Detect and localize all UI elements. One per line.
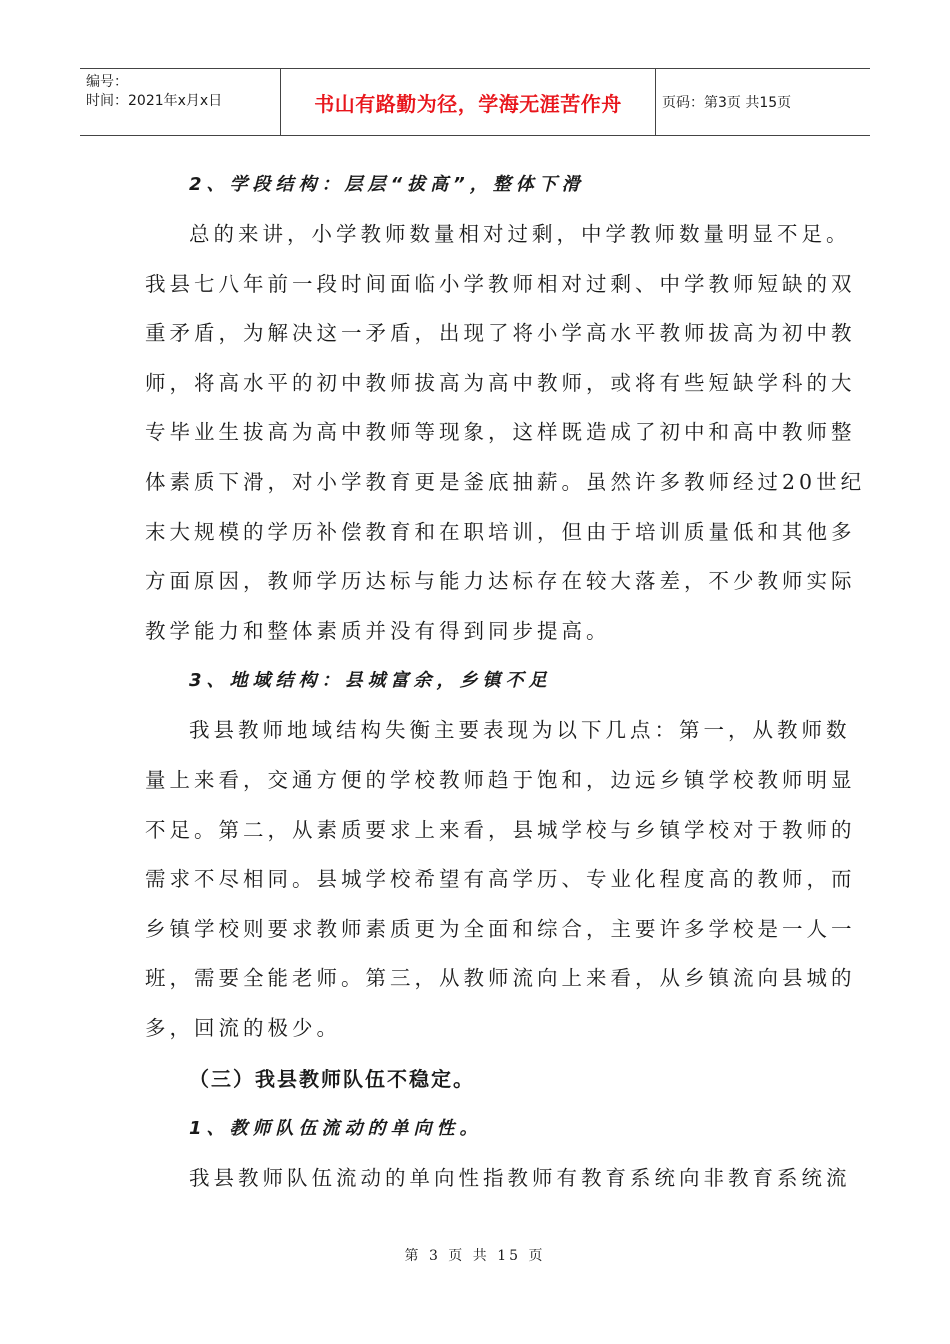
time-label: 时间：2021年x月x日 bbox=[86, 93, 223, 109]
page-footer: 第 3 页 共 15 页 bbox=[404, 1248, 546, 1264]
part-heading-3: （三）我县教师队伍不稳定。 bbox=[189, 1066, 475, 1091]
header-motto: 书山有路勤为径，学海无涯苦作舟 bbox=[281, 69, 656, 135]
paragraph-line: 师，将高水平的初中教师拔高为高中教师，或将有些短缺学科的大 bbox=[145, 370, 856, 395]
paragraph-line: 总的来讲，小学教师数量相对过剩，中学教师数量明显不足。 bbox=[189, 222, 851, 246]
paragraph-line: 末大规模的学历补偿教育和在职培训，但由于培训质量低和其他多 bbox=[145, 519, 856, 544]
document-body bbox=[145, 160, 866, 1203]
paragraph-line: 专毕业生拔高为高中教师等现象，这样既造成了初中和高中教师整 bbox=[145, 420, 856, 445]
paragraph-line: 我县七八年前一段时间面临小学教师相对过剩、中学教师短缺的双 bbox=[145, 271, 856, 296]
paragraph-line: 量上来看，交通方便的学校教师趋于饱和，边远乡镇学校教师明显 bbox=[145, 767, 856, 792]
paragraph-line: 我县教师队伍流动的单向性指教师有教育系统向非教育系统流 bbox=[189, 1165, 851, 1190]
section-heading-3: 3、地域结构：县城富余，乡镇不足 bbox=[189, 670, 552, 692]
paragraph-line: 多，回流的极少。 bbox=[145, 1015, 341, 1040]
section-heading-2: 2、学段结构：层层“拔高”，整体下滑 bbox=[189, 174, 585, 195]
paragraph-line: 重矛盾，为解决这一矛盾，出现了将小学高水平教师拔高为初中教 bbox=[145, 321, 856, 346]
paragraph-line: 不足。第二，从素质要求上来看，县城学校与乡镇学校对于教师的 bbox=[145, 817, 856, 842]
header-page-info: 页码：第3页 共15页 bbox=[662, 95, 792, 111]
number-label: 编号： bbox=[86, 74, 128, 90]
paragraph-line: 班，需要全能老师。第三，从教师流向上来看，从乡镇流向县城的 bbox=[145, 966, 856, 991]
paragraph-line: 我县教师地域结构失衡主要表现为以下几点：第一，从教师数 bbox=[189, 718, 851, 743]
paragraph-line: 乡镇学校则要求教师素质更为全面和综合，主要许多学校是一人一 bbox=[145, 916, 856, 941]
header-meta-cell bbox=[80, 69, 281, 135]
subsection-heading-1: 1、教师队伍流动的单向性。 bbox=[189, 1117, 483, 1139]
paragraph-line: 体素质下滑，对小学教育更是釜底抽薪。虽然许多教师经过20世纪 bbox=[145, 469, 866, 494]
paragraph-line: 教学能力和整体素质并没有得到同步提高。 bbox=[145, 618, 611, 643]
paragraph-line: 需求不尽相同。县城学校希望有高学历、专业化程度高的教师，而 bbox=[145, 867, 856, 892]
document-header bbox=[80, 68, 870, 136]
paragraph-line: 方面原因，教师学历达标与能力达标存在较大落差，不少教师实际 bbox=[145, 569, 856, 594]
